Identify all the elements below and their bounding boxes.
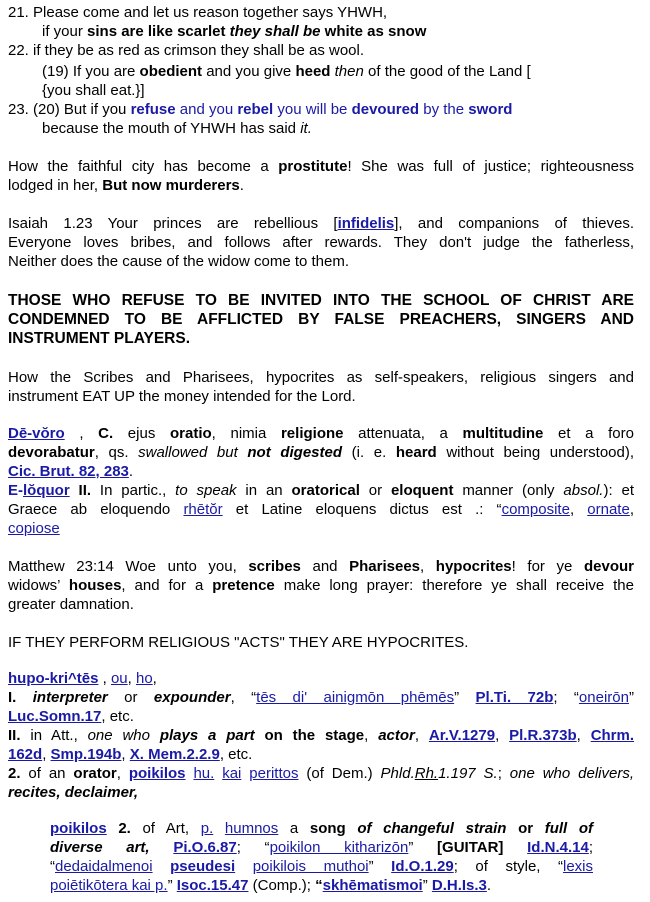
entry-bold: or (506, 820, 545, 837)
entry-text: ; (497, 765, 510, 782)
verse-21-line2 (42, 22, 426, 41)
para-bold: hypocrites (435, 558, 512, 575)
p-link[interactable]: p. (200, 820, 214, 837)
verse-italic: then (334, 63, 364, 80)
isoc-link[interactable]: Isoc.15.47 (176, 877, 249, 894)
perittos-link[interactable]: perittos (249, 765, 299, 782)
section-heading-hypocrites (8, 633, 468, 652)
entry-text (213, 820, 225, 837)
entry-text: ): et (603, 482, 634, 499)
entry-text: , (495, 727, 510, 744)
matthew-paragraph (8, 557, 634, 614)
ou-link[interactable]: ou (110, 670, 128, 687)
loquor-link[interactable]: lŏquor (23, 482, 70, 499)
entry-text: , (98, 670, 111, 687)
entry-text: , (414, 727, 429, 744)
para-text: ], and companions of thieves. (394, 215, 634, 232)
entry-text: in an (236, 482, 292, 499)
entry-text (235, 858, 253, 875)
id-o-link[interactable]: Id.O.1.29 (391, 858, 454, 875)
entry-italic: Rh. (414, 765, 439, 782)
entry-text: . (128, 463, 134, 480)
scribes-paragraph (8, 368, 634, 406)
verse-text: 22. if they be as red as crimson they shall be as wool. (8, 42, 365, 59)
entry-text: (i. e. (342, 444, 396, 461)
entry-bold-italic: full of (544, 820, 593, 837)
verse-text: by the (419, 101, 469, 118)
verse-text: 21. Please come and let us reason together says YHWH, (8, 4, 388, 21)
para-text: , (420, 558, 436, 575)
para-bold: devour (583, 558, 634, 575)
cic-brut-link[interactable]: Cic. Brut. 82, 283 (8, 463, 129, 480)
verse-text: (19) If you are (42, 63, 140, 80)
entry-text: ejus (113, 425, 170, 442)
oneiron-link[interactable]: oneirōn (578, 689, 629, 706)
entry-text: “ (50, 858, 55, 875)
entry-bold: on the stage (254, 727, 365, 744)
isaiah-paragraph (8, 214, 634, 271)
entry-text: without being understood), (436, 444, 635, 461)
verse-text: you will be (273, 101, 352, 118)
entry-bold: II. (69, 482, 92, 499)
para-bold: prostitute (278, 158, 348, 175)
verse-text: {you shall eat.}] (42, 82, 145, 99)
lexicon-entry-eloquor (8, 481, 634, 538)
entry-text: of Art, (130, 820, 201, 837)
luc-somn-link[interactable]: Luc.Somn.17 (8, 708, 102, 725)
entry-text: attenuata, a (343, 425, 463, 442)
pseudesi-link[interactable]: pseudesi (170, 858, 236, 875)
entry-bold-italic: not digested (247, 444, 343, 461)
ornate-link[interactable]: ornate (587, 501, 630, 518)
entry-text: In partic., (91, 482, 176, 499)
poikilos-link[interactable]: poikilos (128, 765, 186, 782)
entry-bold: I. (8, 689, 33, 706)
entry-text: , (629, 501, 634, 518)
entry-text: (Comp.); (248, 877, 316, 894)
entry-bold: multitudine (462, 425, 544, 442)
entry-italic: to speak (175, 482, 237, 499)
entry-text: , (152, 670, 157, 687)
entry-bold: religione (280, 425, 344, 442)
entry-text: , etc. (219, 746, 253, 763)
verse-bold-italic: they shall be (229, 23, 321, 40)
entry-text: Graece ab eloquendo (8, 501, 184, 518)
entry-text: , (64, 425, 99, 442)
para-text: ! for ye (511, 558, 584, 575)
entry-italic: Phld. (380, 765, 415, 782)
faithful-city-paragraph (8, 157, 634, 195)
entry-bold-italic: actor (378, 727, 415, 744)
para-bold: Pharisees (349, 558, 421, 575)
entry-text: manner (only (453, 482, 564, 499)
entry-bold: song (309, 820, 346, 837)
para-text: Matthew 23:14 Woe unto you, (8, 558, 249, 575)
poikilos-link[interactable]: poikilos (50, 820, 107, 837)
infidelis-link[interactable]: infidelis (337, 215, 395, 232)
entry-text: ” (422, 877, 432, 894)
verse-bold: sins are like scarlet (87, 23, 226, 40)
entry-text: . (486, 877, 492, 894)
entry-bold-italic: diverse art, (50, 839, 150, 856)
entry-bold-italic: plays a part (159, 727, 255, 744)
entry-text: or (107, 689, 154, 706)
entry-text: , (42, 746, 51, 763)
entry-text (503, 839, 527, 856)
lexis-link[interactable]: lexis (563, 858, 594, 875)
para-bold: pretence (212, 577, 275, 594)
entry-bold: heard (395, 444, 437, 461)
heading-line: THOSE WHO REFUSE TO BE INVITED INTO THE SCHOOL OF CHRIST ARE (8, 292, 634, 309)
verse-keyword: devoured (351, 101, 420, 118)
kai-link[interactable]: kai (222, 765, 242, 782)
entry-bold: [GUITAR] (437, 839, 504, 856)
verse-bold: white as snow (324, 23, 427, 40)
entry-text: , (569, 501, 588, 518)
entry-text: , (127, 670, 136, 687)
entry-text: ” (454, 689, 476, 706)
entry-text: ; of style, “ (453, 858, 563, 875)
entry-bold: eloquent (390, 482, 454, 499)
entry-text: of an (20, 765, 74, 782)
entry-italic: absol. (563, 482, 604, 499)
ar-v-link[interactable]: Ar.V.1279 (428, 727, 496, 744)
entry-bold: 2. (8, 765, 21, 782)
entry-text: , etc. (101, 708, 134, 725)
para-text: How the Scribes and Pharisees, hypocrites as self-speakers, religious singers and (8, 369, 634, 386)
entry-bold: II. (8, 727, 21, 744)
entry-text: ” (628, 689, 634, 706)
poietikotera-link[interactable]: poiētikōtera kai p. (50, 877, 168, 894)
verse-text: of the good of the Land [ (363, 63, 531, 80)
poikilois-muthoi-link[interactable]: poikilois muthoi (252, 858, 369, 875)
para-text: widows’ (8, 577, 69, 594)
entry-text: , qs. (94, 444, 139, 461)
verse-text: if your (42, 23, 88, 40)
verse-23-line2 (42, 119, 312, 138)
verse-keyword: sword (468, 101, 513, 118)
skhematismoi-link[interactable]: skhēmatismoi (322, 877, 423, 894)
verse-bold: heed (295, 63, 331, 80)
entry-bold-italic: recites, declaimer, (8, 784, 139, 801)
section-heading-refuse (8, 291, 634, 348)
entry-italic: one who (87, 727, 160, 744)
entry-text: , (121, 746, 130, 763)
pi-o-link[interactable]: Pi.O.6.87 (173, 839, 237, 856)
composite-link[interactable]: composite (501, 501, 570, 518)
entry-text: ; “ (553, 689, 579, 706)
entry-bold: orator (73, 765, 117, 782)
entry-text: ; (588, 839, 594, 856)
dh-is-link[interactable]: D.H.Is.3 (431, 877, 487, 894)
ho-link[interactable]: ho (135, 670, 153, 687)
entry-italic: 1.197 S. (438, 765, 498, 782)
entry-text: et a foro (543, 425, 634, 442)
dedaidalmenoi-link[interactable]: dedaidalmenoi (55, 858, 153, 875)
pl-r-link[interactable]: Pl.R.373b (509, 727, 577, 744)
entry-text: , (116, 765, 129, 782)
heading-line: INSTRUMENT PLAYERS. (8, 330, 191, 347)
entry-text: ; “ (236, 839, 270, 856)
heading-line: IF THEY PERFORM RELIGIOUS "ACTS" THEY ARE HYPOCRITES. (8, 634, 469, 651)
verse-22-line2 (42, 62, 531, 81)
entry-bold: oratio (169, 425, 212, 442)
entry-text: a (278, 820, 310, 837)
para-text: Neither does the cause of the widow come to them. (8, 253, 350, 270)
entry-bold: oratorical (291, 482, 360, 499)
entry-text: ” (408, 839, 438, 856)
id-n-link[interactable]: Id.N.4.14 (527, 839, 589, 856)
para-text: Everyone loves bribes, and follows after rewards. They don't judge the fatherless, (8, 234, 634, 251)
entry-text: , (576, 727, 591, 744)
entry-bold-italic: expounder (153, 689, 231, 706)
rhetor-link[interactable]: rhētŏr (183, 501, 223, 518)
entry-text: , “ (230, 689, 257, 706)
verse-keyword: rebel (237, 101, 274, 118)
entry-text: in Att., (20, 727, 88, 744)
verse-22-line3 (42, 81, 145, 100)
verse-bold: obedient (139, 63, 203, 80)
verse-22-line1 (8, 41, 364, 60)
entry-text: ” (167, 877, 177, 894)
entry-italic: one who delivers, (509, 765, 634, 782)
kitharizon-link[interactable]: poikilon kitharizōn (269, 839, 409, 856)
para-text: and (300, 558, 350, 575)
para-text: ! She was full of justice; righteousness (347, 158, 634, 175)
para-bold: But now murderers (102, 177, 240, 194)
verse-21-line1 (8, 3, 387, 22)
copiose-link[interactable]: copiose (8, 520, 60, 537)
lexicon-entry-devoro (8, 424, 634, 481)
verse-23-line1 (8, 100, 512, 119)
devoro-link[interactable]: Dē-vŏro (8, 425, 65, 442)
hu-link[interactable]: hu. (193, 765, 215, 782)
para-text: lodged in her, (8, 177, 103, 194)
lexicon-entry-hupokrites (8, 669, 634, 802)
ainigmon-link[interactable]: tēs di' ainigmōn phēmēs (256, 689, 455, 706)
verse-text: and you (175, 101, 238, 118)
heading-line: CONDEMNED TO BE AFFLICTED BY FALSE PREACHERS, SINGERS AND (8, 311, 634, 328)
para-text: instrument EAT UP the money intended for the Lord. (8, 388, 356, 405)
para-bold: scribes (248, 558, 301, 575)
chrm-162d-link[interactable]: 162d (8, 746, 43, 763)
para-text: . (239, 177, 244, 194)
entry-italic: swallowed but (138, 444, 248, 461)
chrm-link[interactable]: Chrm. (590, 727, 635, 744)
para-text: Isaiah 1.23 Your princes are rebellious [ (8, 215, 338, 232)
entry-text (150, 839, 174, 856)
entry-text: et Latine eloquens dictus est .: “ (222, 501, 502, 518)
verse-text: 23. (20) But if you (8, 101, 131, 118)
entry-text: (of Dem.) (298, 765, 381, 782)
entry-bold: devorabatur (8, 444, 95, 461)
entry-bold-italic: interpreter (32, 689, 108, 706)
hupokrites-link[interactable]: hupo-kri^tēs (8, 670, 99, 687)
entry-text: or (359, 482, 391, 499)
para-text: make long prayer: therefore ye shall receive the (274, 577, 634, 594)
para-bold: houses (68, 577, 122, 594)
entry-text: , nimia (211, 425, 281, 442)
para-text: greater damnation. (8, 596, 134, 613)
verse-italic: it. (300, 120, 312, 137)
humnos-link[interactable]: humnos (224, 820, 279, 837)
entry-bold: E- (8, 482, 23, 499)
verse-text: because the mouth of YHWH has said (42, 120, 301, 137)
entry-bold: C. (98, 425, 114, 442)
x-mem-link[interactable]: X. Mem.2.2.9 (129, 746, 220, 763)
verse-keyword: refuse (130, 101, 176, 118)
pl-ti-link[interactable]: Pl.Ti. 72b (475, 689, 554, 706)
entry-bold: “ (315, 877, 323, 894)
entry-bold-italic: of changeful strain (345, 820, 507, 837)
entry-bold: 2. (106, 820, 131, 837)
entry-text (153, 858, 171, 875)
entry-text: , (364, 727, 379, 744)
para-text: , and for a (121, 577, 213, 594)
verse-text: and you give (202, 63, 296, 80)
para-text: How the faithful city has become a (8, 158, 279, 175)
lexicon-entry-poikilos (50, 819, 593, 895)
entry-text: ” (368, 858, 392, 875)
smp-link[interactable]: Smp.194b (50, 746, 122, 763)
